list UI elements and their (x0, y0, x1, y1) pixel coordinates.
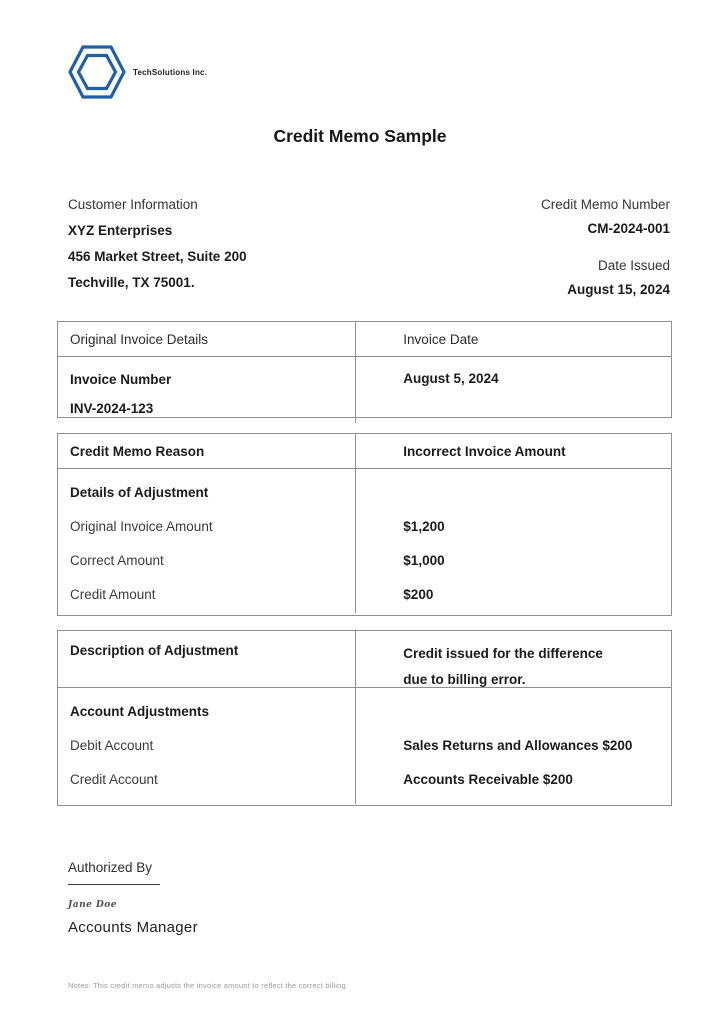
page-title: Credit Memo Sample (273, 126, 447, 146)
credit-amount-value: $200 (403, 586, 434, 602)
customer-address-line1: 456 Market Street, Suite 200 (68, 249, 247, 264)
credit-memo-reason-header: Credit Memo Reason (70, 443, 205, 459)
spacer (403, 694, 671, 728)
details-of-adjustment-label: Details of Adjustment (70, 484, 209, 500)
date-issued-label: Date Issued (597, 258, 670, 273)
incorrect-invoice-amount-header: Incorrect Invoice Amount (355, 434, 671, 468)
credit-account-label: Credit Account (70, 771, 158, 787)
customer-info-block (68, 197, 247, 301)
invoice-date-header: Invoice Date (355, 322, 671, 356)
description-row (58, 631, 671, 688)
description-line1: Credit issued for the difference (403, 646, 603, 661)
brand-logo (68, 44, 207, 100)
info-section (68, 197, 670, 301)
hexagon-icon (68, 44, 126, 100)
signature-handwriting: Jane Doe (68, 900, 118, 910)
invoice-details-table (57, 321, 672, 418)
invoice-number-value: INV-2024-123 (70, 401, 154, 416)
invoice-date-value: August 5, 2024 (403, 370, 499, 386)
invoice-number-cell (58, 357, 355, 423)
customer-address-line2: Techville, TX 75001. (68, 275, 195, 290)
description-of-adjustment-value (355, 631, 671, 693)
debit-account-label: Debit Account (70, 737, 154, 753)
credit-memo-reason-table (57, 433, 672, 616)
adjustment-labels-column (58, 469, 355, 613)
customer-name: XYZ Enterprises (68, 223, 173, 238)
correct-amount-label: Correct Amount (70, 552, 164, 568)
credit-amount-label: Credit Amount (70, 586, 156, 602)
invoice-table-header-row (58, 322, 671, 357)
footer-note: Notes: This credit memo adjusts the invoice amount to reflect the correct billing. (68, 981, 349, 990)
description-of-adjustment-label: Description of Adjustment (70, 643, 239, 658)
invoice-number-label: Invoice Number (70, 372, 172, 387)
memo-meta-block (541, 197, 670, 301)
authorized-by-label: Authorized By (68, 860, 160, 885)
spacer (541, 236, 670, 258)
description-line2: due to billing error. (403, 672, 526, 687)
reason-table-header-row (58, 434, 671, 469)
company-name: TechSolutions Inc. (133, 67, 208, 77)
adjustment-values-column (355, 469, 671, 613)
original-invoice-amount-value: $1,200 (403, 518, 445, 534)
credit-memo-number-label: Credit Memo Number (540, 197, 670, 212)
adjustment-description-table (57, 630, 672, 806)
debit-account-value: Sales Returns and Allowances $200 (403, 737, 633, 753)
reason-table-body (58, 469, 671, 613)
account-labels-column (58, 688, 355, 804)
date-issued: August 15, 2024 (567, 282, 670, 297)
account-adjustments-label: Account Adjustments (70, 703, 210, 719)
account-values-column (355, 688, 671, 804)
credit-memo-number: CM-2024-001 (587, 221, 670, 236)
signature-block (68, 860, 198, 936)
account-adjustments-row (58, 688, 671, 804)
correct-amount-value: $1,000 (403, 552, 445, 568)
credit-account-value: Accounts Receivable $200 (403, 771, 573, 787)
invoice-details-header: Original Invoice Details (70, 331, 209, 347)
spacer (403, 475, 671, 509)
signer-title: Accounts Manager (68, 919, 198, 936)
original-invoice-amount-label: Original Invoice Amount (70, 518, 213, 534)
customer-info-label: Customer Information (68, 197, 198, 212)
invoice-date-cell (355, 357, 671, 423)
invoice-table-body-row (58, 357, 671, 416)
